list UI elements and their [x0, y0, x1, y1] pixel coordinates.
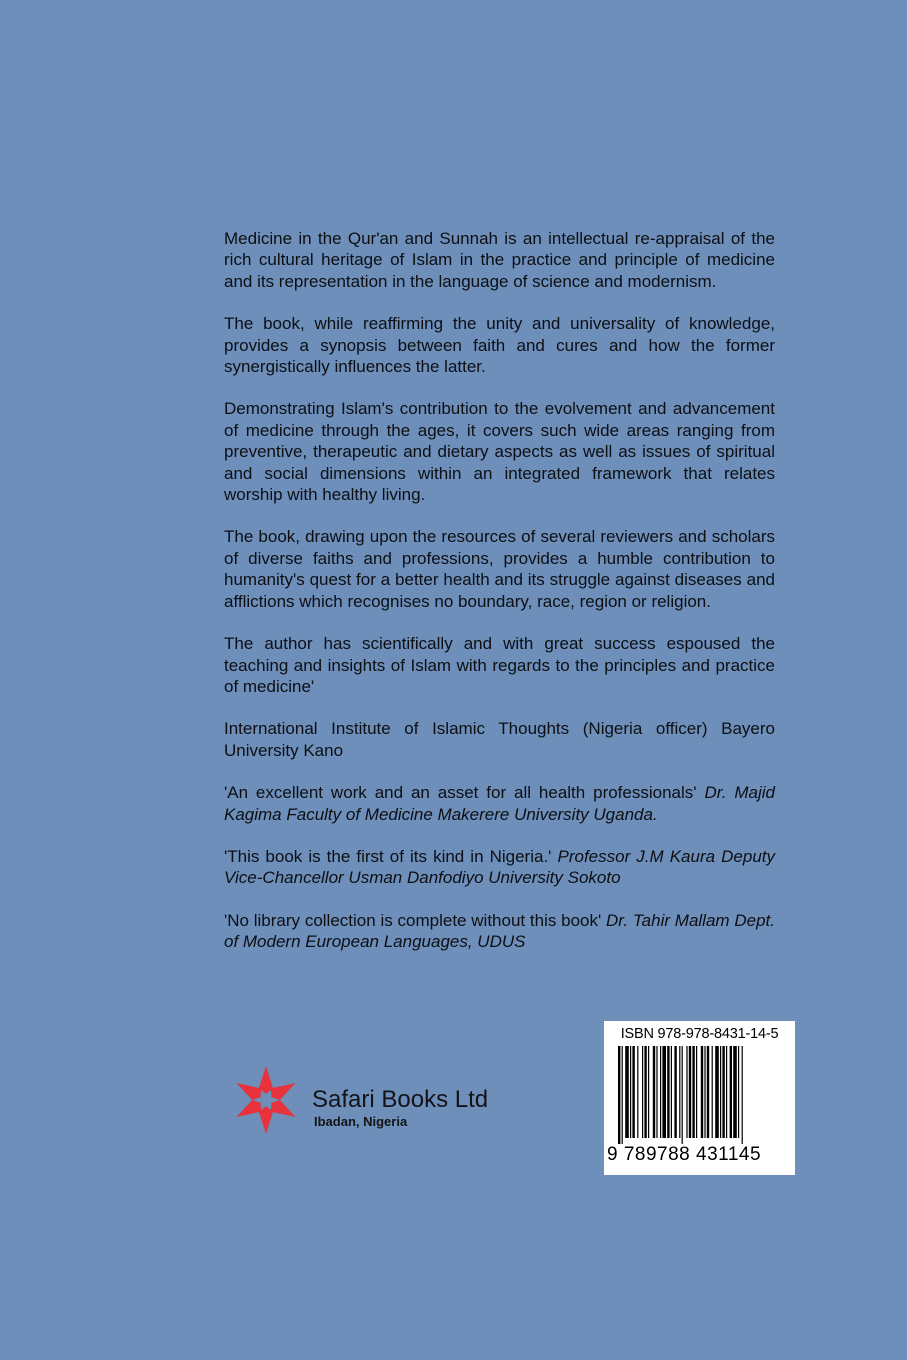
- review-3: [224, 910, 775, 953]
- barcode-icon: [618, 1046, 784, 1144]
- publisher-name: Safari Books Ltd: [312, 1086, 489, 1113]
- barcode-bar: [682, 1046, 683, 1144]
- barcode-bar: [648, 1046, 649, 1138]
- review-quote: 'An excellent work and an asset for all health professionals': [224, 783, 697, 803]
- barcode-bar: [660, 1046, 661, 1138]
- review-source: Professor J.M Kaura Deputy Vice-Chancellor Usman Danfodiyo University Sokoto: [224, 846, 776, 888]
- barcode-bar: [712, 1046, 713, 1138]
- blurb-paragraph-1: Medicine in the Qur'an and Sunnah is an intellectual re-appraisal of the rich cultural heritage of Islam in the practice and principle of medicine and its representation in the language of science and modernism.: [224, 229, 775, 291]
- review-source: Dr. Tahir Mallam Dept. of Modern European Languages, UDUS: [224, 910, 775, 952]
- review-quote: 'No library collection is complete without this book': [224, 910, 602, 930]
- review-quote: 'This book is the first of its kind in Nigeria.': [224, 846, 552, 866]
- review-2: [224, 846, 775, 889]
- barcode-bar: [630, 1046, 631, 1138]
- publisher-location: Ibadan, Nigeria: [314, 1114, 408, 1129]
- barcode-bar: [692, 1046, 694, 1138]
- barcode-bar: [722, 1046, 724, 1138]
- isbn-label: ISBN 978-978-8431-14-5: [620, 1026, 779, 1042]
- barcode-bar: [696, 1046, 697, 1138]
- barcode-bar: [704, 1046, 705, 1138]
- barcode-bar: [625, 1046, 629, 1138]
- barcode-bar: [720, 1046, 721, 1138]
- barcode-bar: [726, 1046, 727, 1138]
- barcode-bar: [686, 1046, 687, 1138]
- barcode-bar: [632, 1046, 634, 1138]
- blurb-paragraph-3: Demonstrating Islam's contribution to the evolvement and advancement of medicine through the ages, it covers such wide areas ranging from preventive, therapeutic and dietary aspects as well as issues of spiritual and social dimensions within an integrated framework that relates worship with healthy living.: [224, 399, 775, 505]
- barcode-bar: [707, 1046, 709, 1138]
- barcode-bar: [618, 1046, 620, 1144]
- attribution: International Institute of Islamic Thoughts (Nigeria officer) Bayero University Kano: [224, 719, 775, 760]
- publisher-block: [228, 1064, 528, 1144]
- barcode-bar: [656, 1046, 657, 1138]
- barcode-bar: [671, 1046, 672, 1138]
- barcode-bar: [738, 1046, 739, 1138]
- barcode-bar: [715, 1046, 719, 1138]
- barcode-bar: [689, 1046, 691, 1138]
- barcode-bar: [742, 1046, 743, 1144]
- barcode-bar: [653, 1046, 655, 1138]
- barcode-bar: [662, 1046, 666, 1138]
- barcode-bar: [667, 1046, 669, 1138]
- isbn-digits: 9 789788 431145: [607, 1144, 762, 1165]
- barcode-bar: [642, 1046, 643, 1138]
- barcode-bar: [622, 1046, 623, 1144]
- blurb-paragraph-2: The book, while reaffirming the unity and universality of knowledge, provides a synopsis between faith and cures and how the former synergistically influences the latter.: [224, 314, 775, 377]
- barcode-bar: [733, 1046, 737, 1138]
- publisher-logo-icon: [228, 1064, 308, 1144]
- barcode-bar: [679, 1046, 680, 1138]
- barcode-bar: [644, 1046, 646, 1138]
- review-source: Dr. Majid Kagima Faculty of Medicine Makerere University Uganda.: [224, 783, 775, 824]
- barcode-bar: [674, 1046, 676, 1138]
- review-1: [224, 782, 775, 825]
- barcode-bar: [637, 1046, 638, 1138]
- isbn-barcode: [604, 1021, 795, 1175]
- barcode-bar: [701, 1046, 703, 1138]
- blurb-paragraph-4: The book, drawing upon the resources of several reviewers and scholars of diverse faiths and professions, provides a humble contribution to humanity's quest for a better health and its struggle against diseases and afflictions which recognises no boundary, race, region or religion.: [224, 527, 775, 611]
- blurb-paragraph-5: The author has scientifically and with great success espoused the teaching and insights of Islam with regards to the principles and practice of medicine': [224, 634, 775, 696]
- barcode-bar: [730, 1046, 732, 1138]
- back-cover-text: [224, 228, 775, 974]
